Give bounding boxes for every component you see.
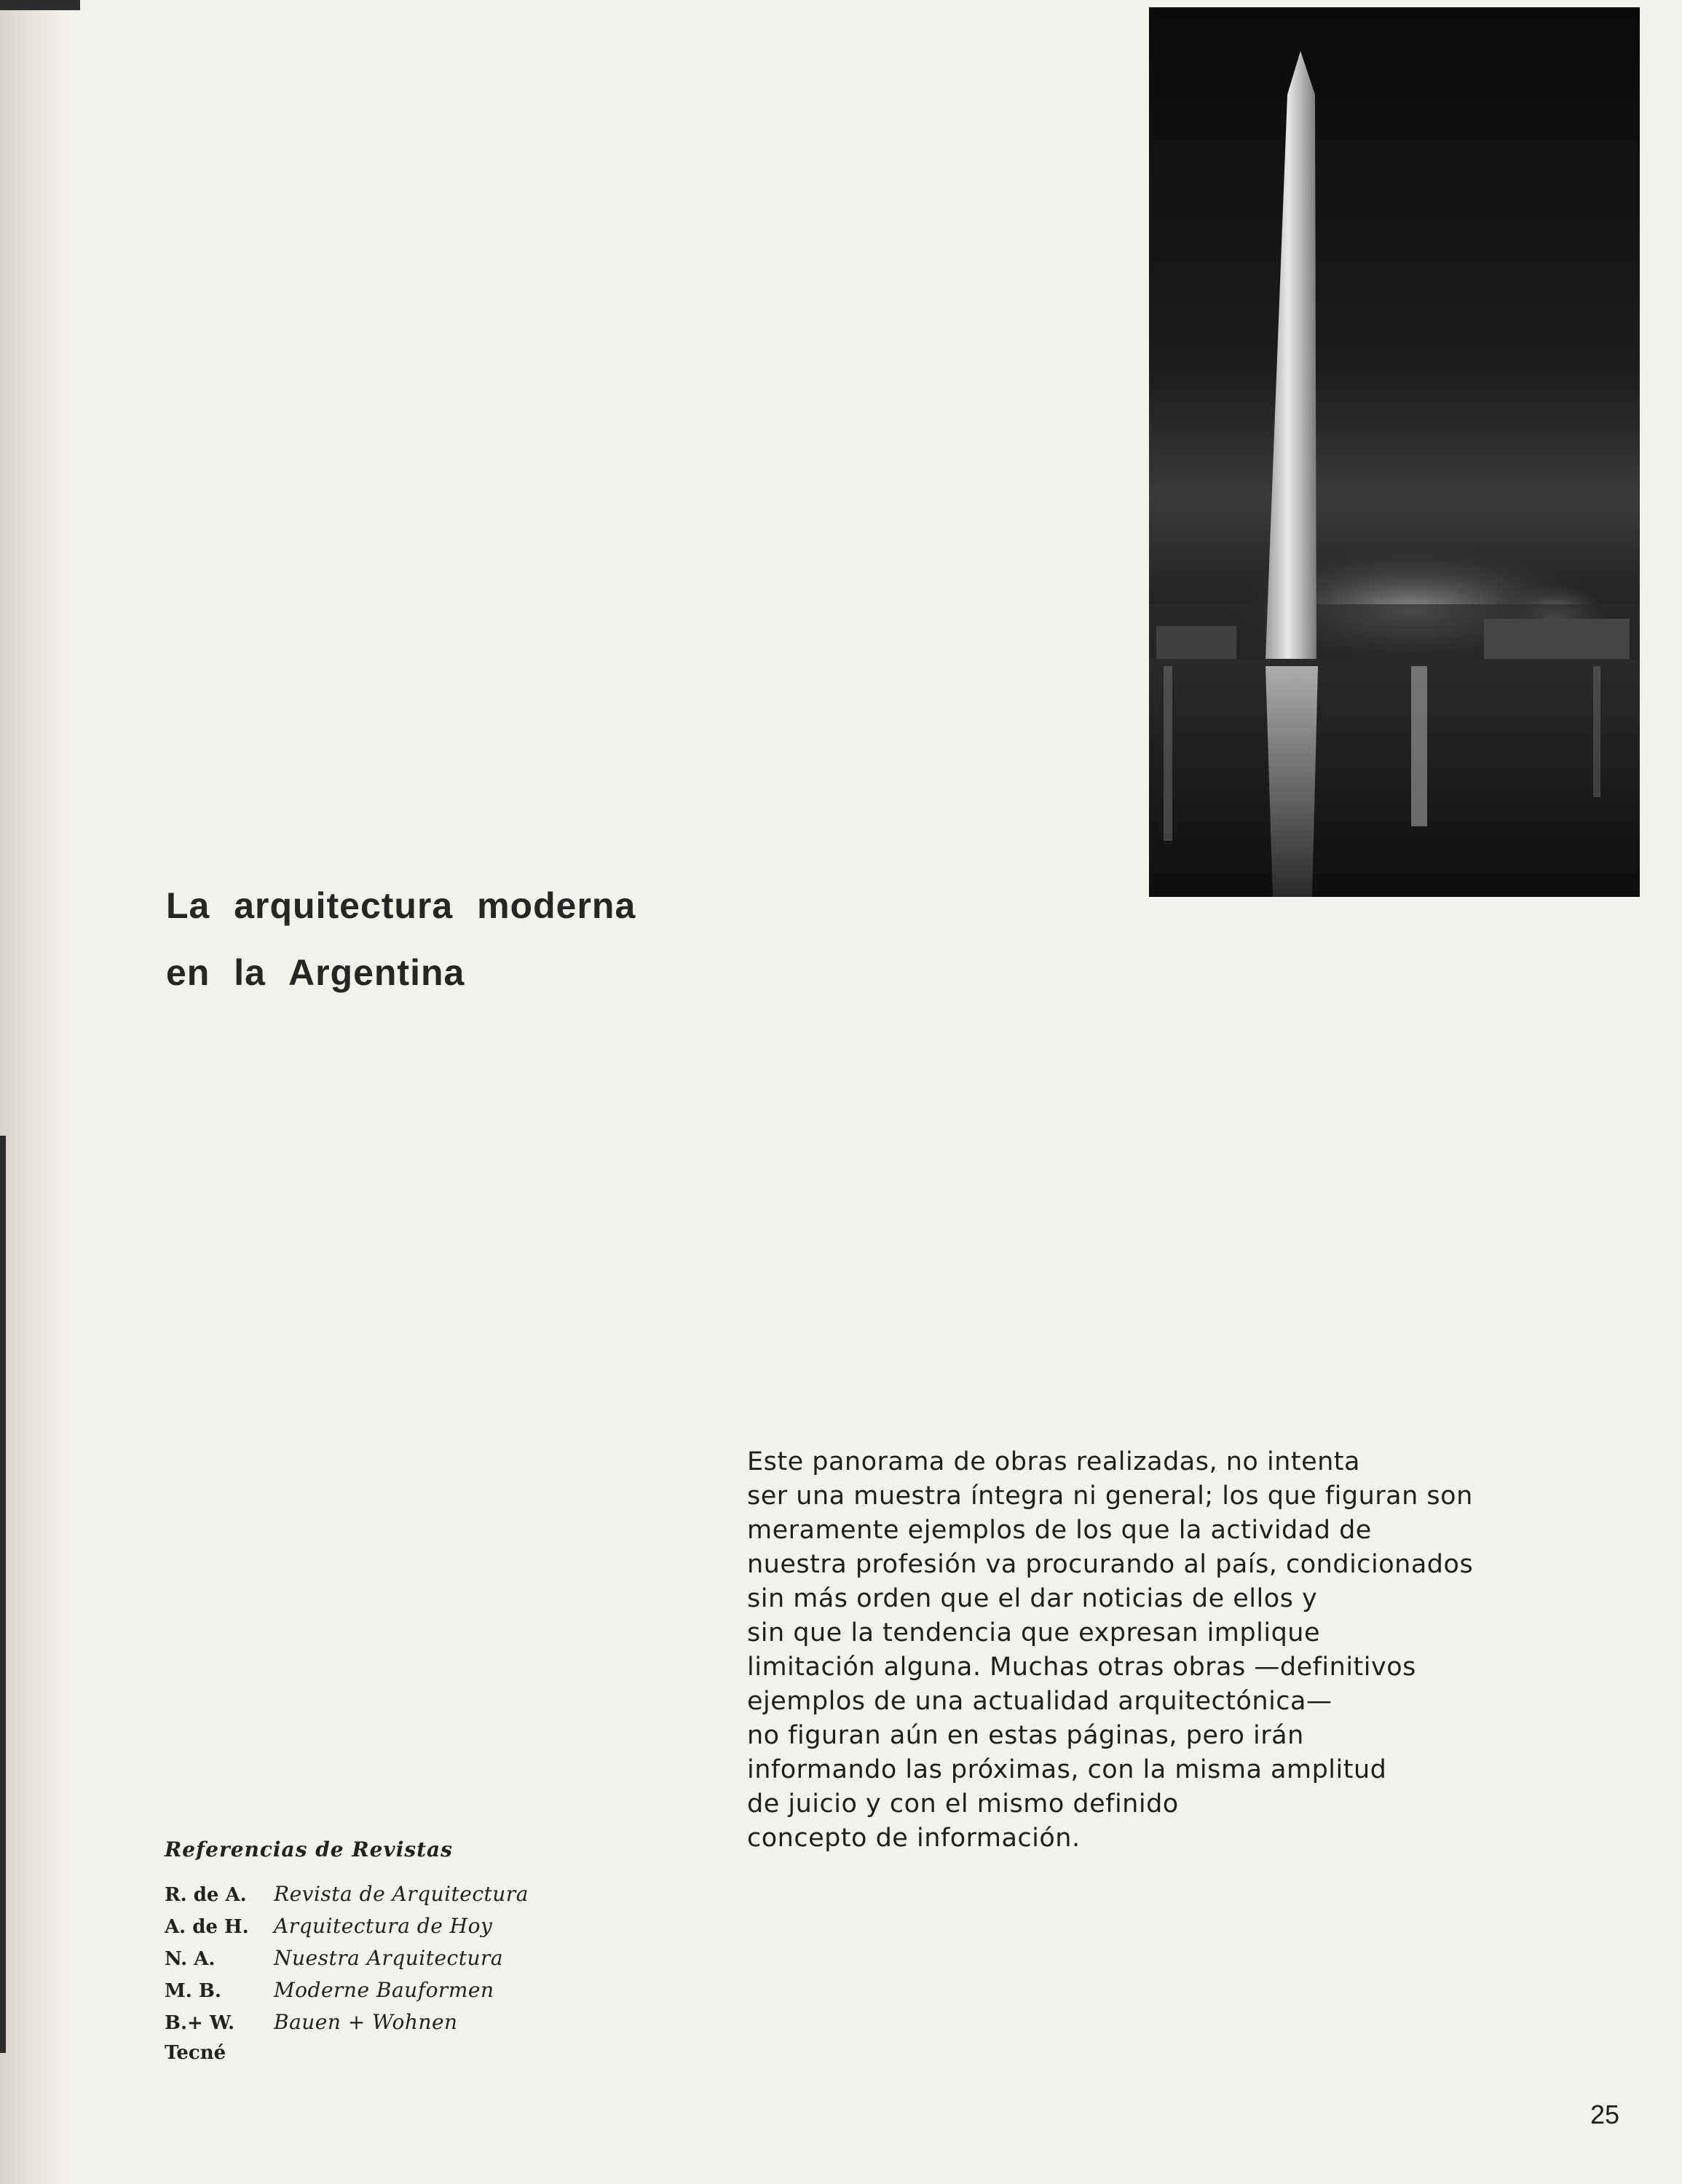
reference-abbreviation: A. de H.: [165, 1916, 249, 1938]
top-corner-mark: [0, 0, 80, 10]
intro-line: Este panorama de obras realizadas, no intenta: [747, 1447, 1360, 1476]
intro-line: sin más orden que el dar noticias de ellos y: [747, 1584, 1318, 1613]
binding-edge-mark: [0, 1136, 6, 2053]
intro-line: no figuran aún en estas páginas, pero irán: [747, 1721, 1304, 1750]
reference-item: [165, 2042, 674, 2074]
intro-line: informando las próximas, con la misma amplitud: [747, 1755, 1387, 1784]
obelisk-night-photo: [1149, 7, 1640, 897]
reference-item: [165, 1978, 674, 2010]
obelisk-photo-image: [1149, 7, 1640, 897]
intro-line: sin que la tendencia que expresan implique: [747, 1618, 1321, 1647]
intro-line: concepto de información.: [747, 1824, 1081, 1853]
reference-name: Revista de Arquitectura: [274, 1882, 529, 1906]
reference-abbreviation: Tecné: [165, 2042, 226, 2064]
reference-name: Moderne Bauformen: [274, 1978, 494, 2002]
intro-paragraph: [747, 1445, 1555, 1856]
page-number: 25: [1590, 2100, 1620, 2129]
intro-line: nuestra profesión va procurando al país, condicionados: [747, 1550, 1474, 1579]
reference-item: [165, 1914, 674, 1946]
article-title-line-1: La arquitectura moderna: [166, 885, 636, 926]
intro-line: ejemplos de una actualidad arquitectónica—: [747, 1687, 1332, 1716]
reference-item: [165, 2010, 674, 2042]
page-binding-shadow: [0, 0, 73, 2184]
reference-abbreviation: N. A.: [165, 1948, 216, 1970]
reference-abbreviation: R. de A.: [165, 1884, 247, 1906]
reference-abbreviation: M. B.: [165, 1980, 221, 2002]
reference-item: [165, 1946, 674, 1978]
reference-name: Nuestra Arquitectura: [274, 1946, 504, 1970]
references-heading: Referencias de Revistas: [165, 1837, 453, 1861]
article-title: [166, 872, 821, 1006]
intro-line: limitación alguna. Muchas otras obras —definitivos: [747, 1653, 1416, 1682]
intro-line: ser una muestra íntegra ni general; los que figuran son: [747, 1481, 1473, 1511]
reference-name: Bauen + Wohnen: [274, 2010, 458, 2034]
reference-abbreviation: B.+ W.: [165, 2012, 235, 2034]
reference-item: [165, 1882, 674, 1914]
references-list: [165, 1837, 674, 2074]
intro-line: de juicio y con el mismo definido: [747, 1789, 1179, 1819]
reference-name: Arquitectura de Hoy: [274, 1914, 493, 1938]
intro-line: meramente ejemplos de los que la actividad de: [747, 1516, 1372, 1545]
article-title-line-2: en la Argentina: [166, 952, 465, 993]
